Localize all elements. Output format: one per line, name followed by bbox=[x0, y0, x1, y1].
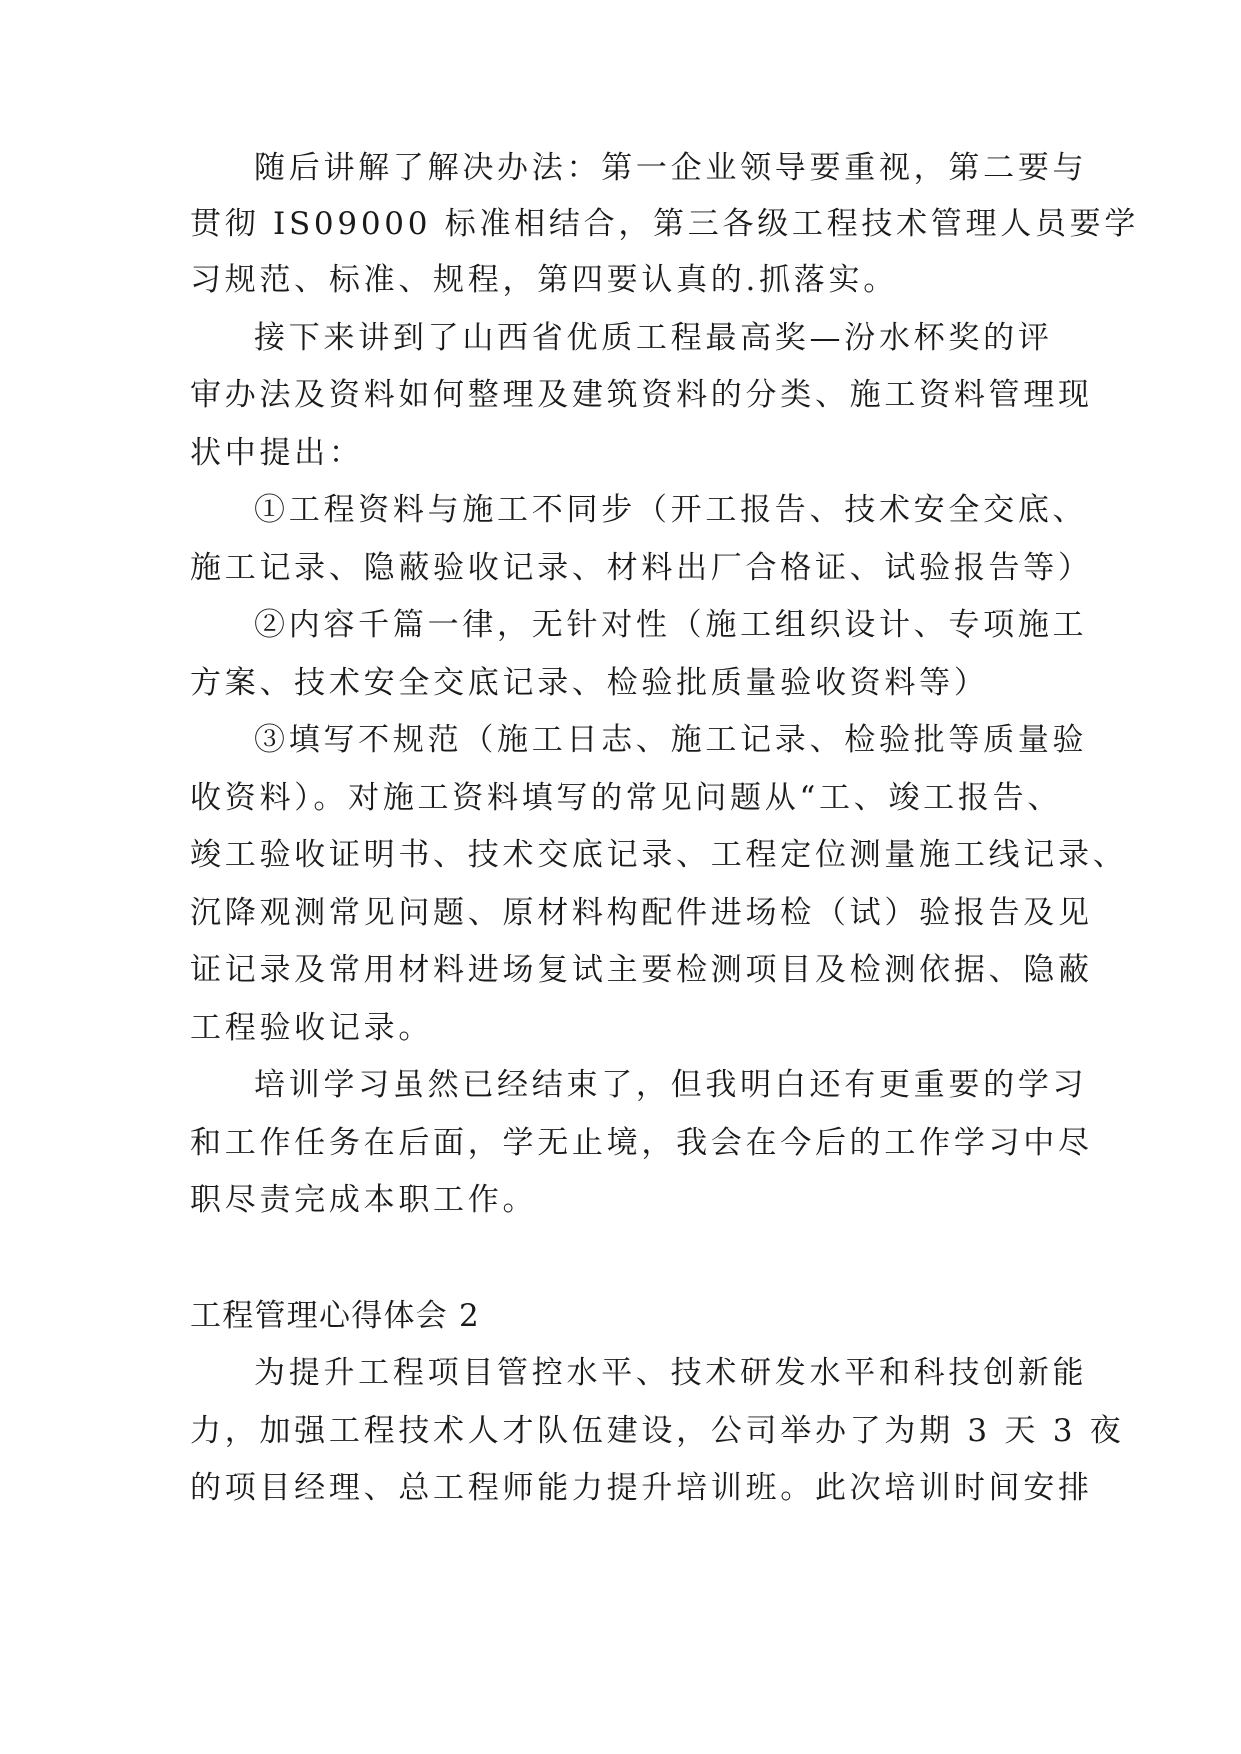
list-item-line: ③填写不规范（施工日志、施工记录、检验批等质量验 bbox=[254, 722, 1088, 758]
paragraph-line: 力，加强工程技术人才队伍建设，公司举办了为期 3 天 3 夜 bbox=[190, 1413, 1125, 1449]
paragraph-line: 沉降观测常见问题、原材料构配件进场检（试）验报告及见 bbox=[190, 895, 1093, 931]
list-item-line: ①工程资料与施工不同步（开工报告、技术安全交底、 bbox=[254, 492, 1088, 528]
list-item-line: 方案、技术安全交底记录、检验批质量验收资料等） bbox=[190, 665, 989, 701]
list-item-line: ②内容千篇一律，无针对性（施工组织设计、专项施工 bbox=[254, 607, 1088, 643]
paragraph-line: 习规范、标准、规程，第四要认真的.抓落实。 bbox=[190, 262, 898, 298]
paragraph-line: 的项目经理、总工程师能力提升培训班。此次培训时间安排 bbox=[190, 1470, 1093, 1506]
paragraph-line: 随后讲解了解决办法：第一企业领导要重视，第二要与 bbox=[254, 150, 1088, 186]
section-heading: 工程管理心得体会 2 bbox=[190, 1298, 480, 1334]
paragraph-line: 状中提出： bbox=[190, 435, 364, 471]
paragraph-line: 接下来讲到了山西省优质工程最高奖—汾水杯奖的评 bbox=[254, 320, 1053, 356]
paragraph-line: 收资料）。对施工资料填写的常见问题从“工、竣工报告、 bbox=[190, 780, 1063, 816]
paragraph-line: 为提升工程项目管控水平、技术研发水平和科技创新能 bbox=[254, 1355, 1088, 1391]
paragraph-line: 贯彻 IS09000 标准相结合，第三各级工程技术管理人员要学 bbox=[190, 206, 1140, 242]
paragraph-line: 竣工验收证明书、技术交底记录、工程定位测量施工线记录、 bbox=[190, 837, 1128, 873]
paragraph-line: 培训学习虽然已经结束了，但我明白还有更重要的学习 bbox=[254, 1067, 1088, 1103]
paragraph-line: 证记录及常用材料进场复试主要检测项目及检测依据、隐蔽 bbox=[190, 952, 1093, 988]
paragraph-line: 和工作任务在后面，学无止境，我会在今后的工作学习中尽 bbox=[190, 1125, 1093, 1161]
paragraph-line: 工程验收记录。 bbox=[190, 1010, 434, 1046]
list-item-line: 施工记录、隐蔽验收记录、材料出厂合格证、试验报告等） bbox=[190, 550, 1093, 586]
paragraph-line: 职尽责完成本职工作。 bbox=[190, 1182, 538, 1218]
paragraph-line: 审办法及资料如何整理及建筑资料的分类、施工资料管理现 bbox=[190, 377, 1093, 413]
